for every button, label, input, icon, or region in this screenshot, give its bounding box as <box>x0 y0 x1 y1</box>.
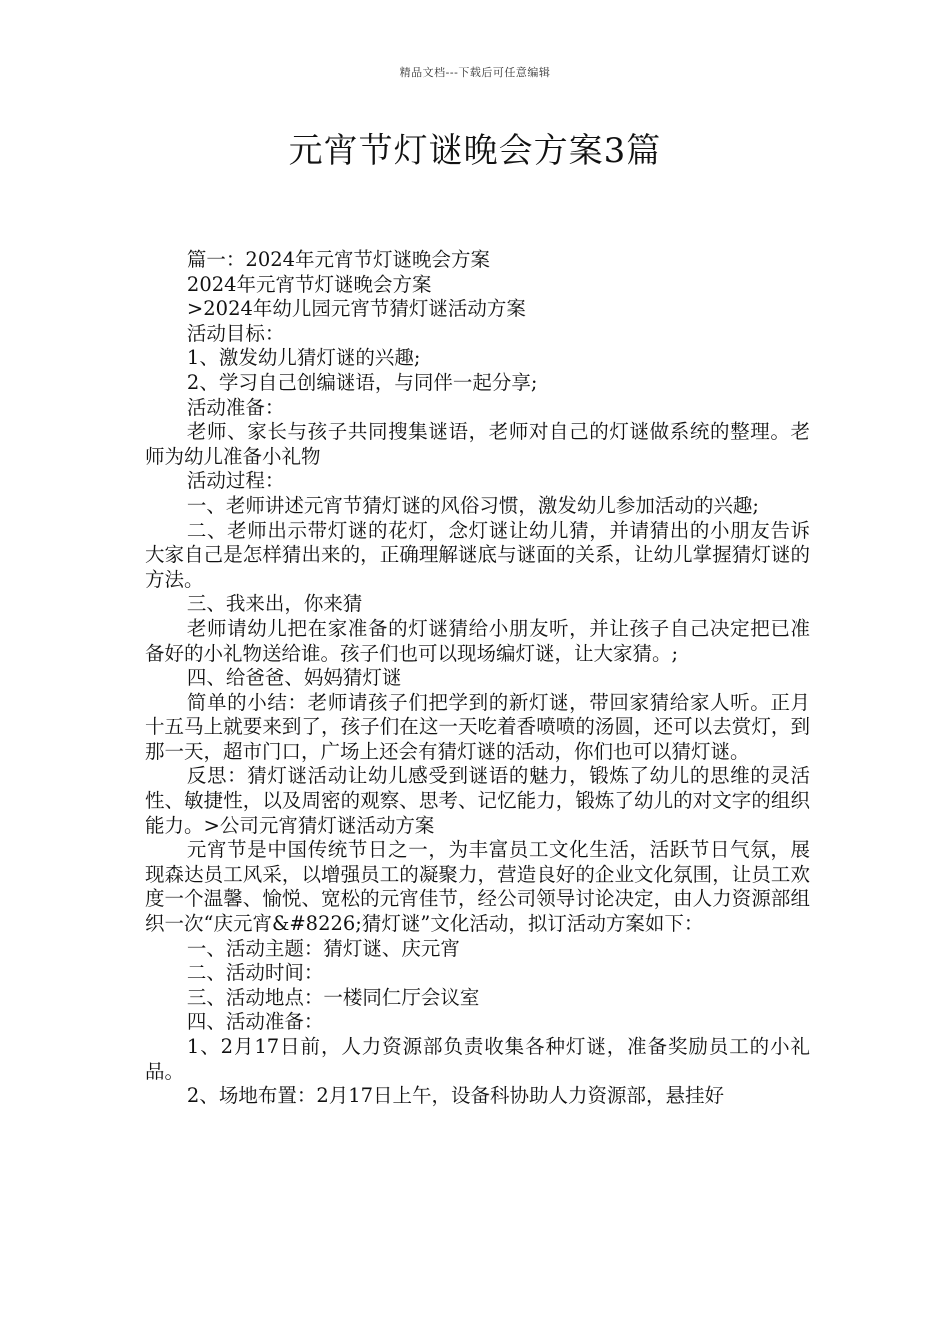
paragraph: 老师请幼儿把在家准备的灯谜猜给小朋友听，并让孩子自己决定把已准备好的小礼物送给谁。孩子们也可以现场编灯谜，让大家猜。; <box>145 616 810 665</box>
paragraph: 2、场地布置：2月17日上午，设备科协助人力资源部，悬挂好 <box>186 1084 725 1108</box>
paragraph: 2、学习自己创编谜语，与同伴一起分享; <box>186 370 538 394</box>
paragraph: 老师、家长与孩子共同搜集谜语，老师对自己的灯谜做系统的整理。老师为幼儿准备小礼物 <box>145 420 810 468</box>
paragraph: 2024年元宵节灯谜晚会方案 <box>186 272 432 296</box>
paragraph: 活动准备： <box>186 395 285 419</box>
paragraph: 一、老师讲述元宵节猜灯谜的风俗习惯，激发幼儿参加活动的兴趣; <box>186 493 759 517</box>
paragraph: 1、激发幼儿猜灯谜的兴趣; <box>186 346 421 370</box>
header-note: 精品文档---下载后可任意编辑 <box>399 66 551 79</box>
paragraph: 一、活动主题：猜灯谜、庆元宵 <box>186 936 460 960</box>
document-body <box>145 248 810 1109</box>
paragraph: 活动过程： <box>186 469 285 493</box>
paragraph: 1、2月17日前，人力资源部负责收集各种灯谜，准备奖励员工的小礼品。 <box>145 1035 810 1083</box>
paragraph: 三、活动地点：一楼同仁厅会议室 <box>186 985 480 1009</box>
paragraph: 二、老师出示带灯谜的花灯，念灯谜让幼儿猜，并请猜出的小朋友告诉大家自己是怎样猜出来的，正确理解谜底与谜面的关系，让幼儿掌握猜灯谜的方法。 <box>145 518 810 591</box>
paragraph: 元宵节是中国传统节日之一，为丰富员工文化生活，活跃节日气氛，展现森达员工风采，以增强员工的凝聚力，营造良好的企业文化氛围，让员工欢度一个温馨、愉悦、宽松的元宵佳节，经公司领导讨论决定，由人力资源部组织一次“庆元宵&#8226;猜灯谜”文化活动，拟订活动方案如下： <box>145 838 810 936</box>
paragraph: 活动目标： <box>186 321 285 345</box>
paragraph: 四、给爸爸、妈妈猜灯谜 <box>186 666 402 690</box>
paragraph: 四、活动准备： <box>186 1010 324 1034</box>
paragraph: 篇一：2024年元宵节灯谜晚会方案 <box>186 248 491 271</box>
paragraph: 二、活动时间： <box>186 961 324 985</box>
paragraph: >2024年幼儿园元宵节猜灯谜活动方案 <box>186 297 526 321</box>
paragraph: 三、我来出，你来猜 <box>186 592 363 616</box>
paragraph: 反思：猜灯谜活动让幼儿感受到谜语的魅力，锻炼了幼儿的思维的灵活性、敏捷性，以及周密的观察、思考、记忆能力，锻炼了幼儿的对文字的组织能力。>公司元宵猜灯谜活动方案 <box>145 764 810 837</box>
paragraph: 简单的小结：老师请孩子们把学到的新灯谜，带回家猜给家人听。正月十五马上就要来到了，孩子们在这一天吃着香喷喷的汤圆，还可以去赏灯，到那一天，超市门口，广场上还会有猜灯谜的活动，你们也可以猜灯谜。 <box>145 690 810 763</box>
document-title: 元宵节灯谜晚会方案3篇 <box>288 131 662 171</box>
